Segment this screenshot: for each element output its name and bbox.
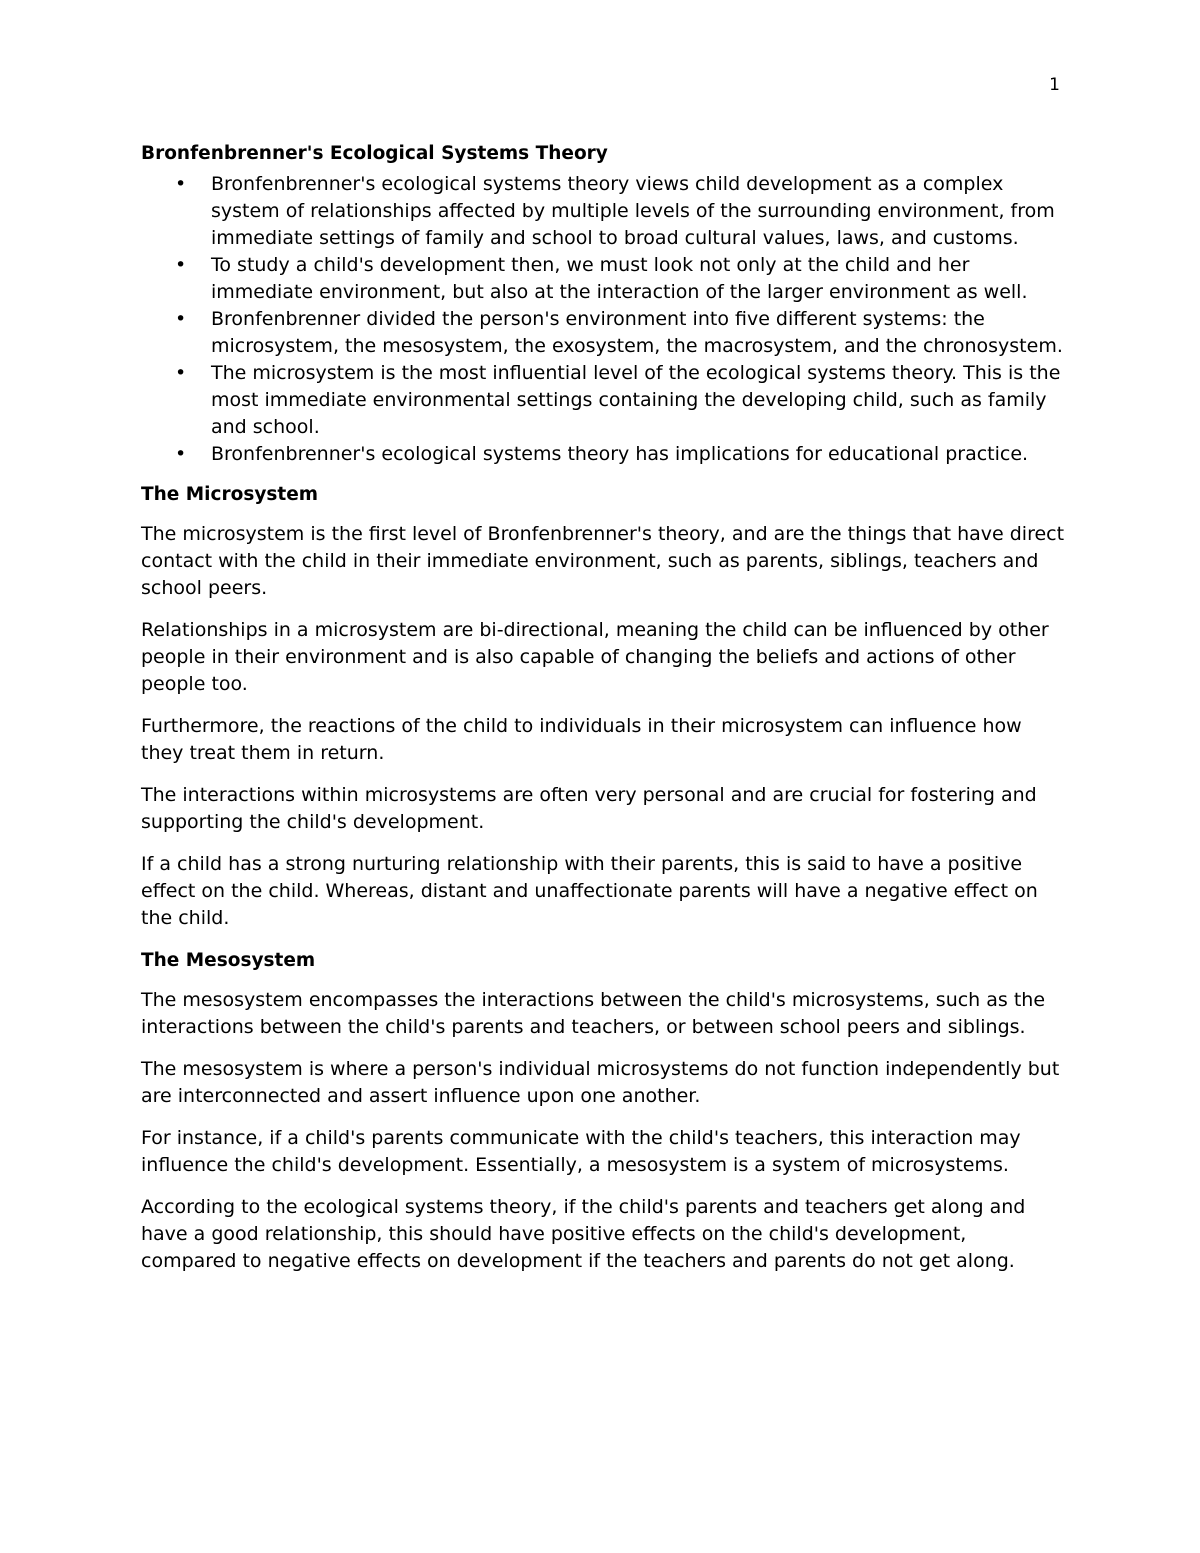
bullet-item [141,360,1066,441]
bullet-item [141,441,1066,468]
bullet-glyph: • [175,173,187,195]
microsystem-paragraph: Furthermore, the reactions of the child to individuals in their microsystem can influence how they treat them in return. [141,715,1022,764]
bullet-glyph: • [175,308,187,330]
section-heading-microsystem: The Microsystem [141,484,319,505]
mesosystem-paragraph: According to the ecological systems theory, if the child's parents and teachers get along and have a good relationship, this should have positive effects on the child's development, compared to negative effects on development if the teachers and parents do not get along. [141,1196,1026,1272]
bullet-text: Bronfenbrenner's ecological systems theory has implications for educational practice. [211,443,1029,465]
bullet-text: Bronfenbrenner divided the person's environment into five different systems: the microsystem, the mesosystem, the exosystem, the macrosystem, and the chronosystem. [211,308,1063,357]
bullet-text: The microsystem is the most influential level of the ecological systems theory. This is the most immediate environmental settings containing the developing child, such as family and school. [211,362,1061,438]
mesosystem-paragraph: The mesosystem encompasses the interactions between the child's microsystems, such as the interactions between the child's parents and teachers, or between school peers and siblings. [141,989,1046,1038]
bullet-glyph: • [175,362,187,384]
microsystem-paragraph: If a child has a strong nurturing relationship with their parents, this is said to have a positive effect on the child. Whereas, distant and unaffectionate parents will have a negative effect on the child. [141,853,1038,929]
document-title: Bronfenbrenner's Ecological Systems Theory [141,143,608,164]
mesosystem-paragraph: For instance, if a child's parents communicate with the child's teachers, this interaction may influence the child's development. Essentially, a mesosystem is a system of microsystems. [141,1127,1021,1176]
microsystem-paragraph: The interactions within microsystems are often very personal and are crucial for fostering and supporting the child's development. [141,784,1037,833]
bullet-text: To study a child's development then, we must look not only at the child and her immediate environment, but also at the interaction of the larger environment as well. [211,254,1028,303]
summary-bullet-list [141,171,1066,468]
bullet-item [141,171,1066,252]
microsystem-paragraph: Relationships in a microsystem are bi-directional, meaning the child can be influenced by other people in their environment and is also capable of changing the beliefs and actions of other people too. [141,619,1049,695]
page-number: 1 [1049,75,1060,95]
bullet-item [141,252,1066,306]
microsystem-paragraph: The microsystem is the first level of Bronfenbrenner's theory, and are the things that have direct contact with the child in their immediate environment, such as parents, siblings, teachers and school peers. [141,523,1065,599]
bullet-item [141,306,1066,360]
section-heading-mesosystem: The Mesosystem [141,950,316,971]
bullet-text: Bronfenbrenner's ecological systems theory views child development as a complex system of relationships affected by multiple levels of the surrounding environment, from immediate settings of family and school to broad cultural values, laws, and customs. [211,173,1055,249]
document-body [141,140,1066,1290]
bullet-glyph: • [175,443,187,465]
mesosystem-paragraph: The mesosystem is where a person's individual microsystems do not function independently but are interconnected and assert influence upon one another. [141,1058,1060,1107]
bullet-glyph: • [175,254,187,276]
